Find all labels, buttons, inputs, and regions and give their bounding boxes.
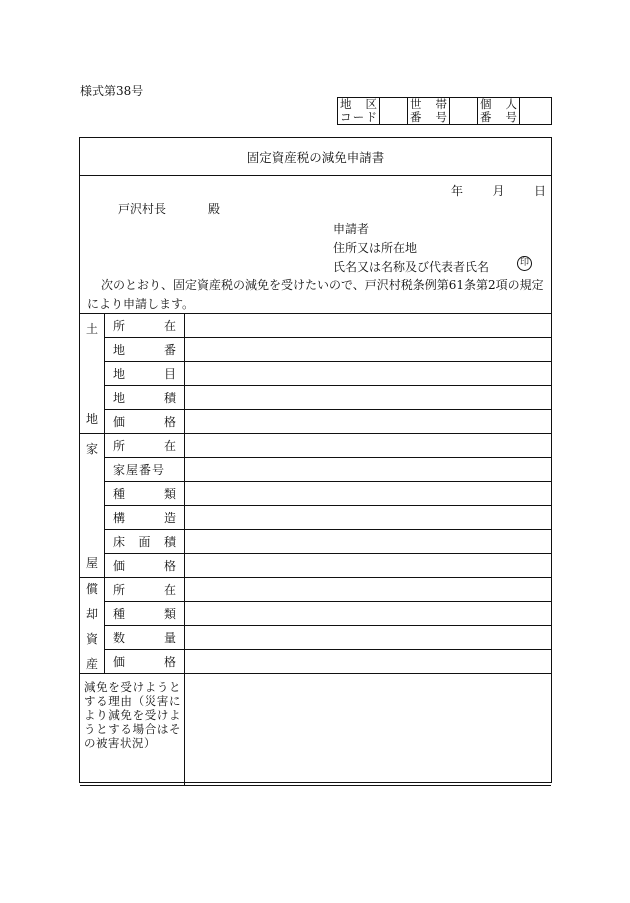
personal-number-field[interactable] bbox=[520, 98, 552, 125]
table-row bbox=[80, 554, 551, 578]
code-table bbox=[337, 97, 552, 125]
asset-location-label: 所 在 bbox=[105, 578, 185, 602]
table-row bbox=[80, 434, 551, 458]
asset-quantity-field[interactable] bbox=[185, 626, 552, 650]
form-title: 固定資産税の減免申請書 bbox=[80, 138, 551, 176]
address-label: 住所又は所在地 bbox=[333, 241, 418, 255]
application-form bbox=[79, 137, 552, 783]
house-type-field[interactable] bbox=[185, 482, 552, 506]
honorific: 殿 bbox=[208, 202, 221, 216]
table-row bbox=[80, 650, 551, 674]
land-price-label: 価 格 bbox=[105, 410, 185, 434]
asset-type-field[interactable] bbox=[185, 602, 552, 626]
asset-price-label: 価 格 bbox=[105, 650, 185, 674]
land-category-field[interactable] bbox=[185, 362, 552, 386]
addressee: 戸沢村長 bbox=[118, 202, 167, 216]
house-floor-area-label: 床 面 積 bbox=[105, 530, 185, 554]
table-row bbox=[80, 674, 551, 786]
date-line[interactable] bbox=[451, 182, 546, 199]
asset-price-field[interactable] bbox=[185, 650, 552, 674]
table-row bbox=[80, 410, 551, 434]
name-label: 氏名又は名称及び代表者氏名 bbox=[333, 260, 490, 274]
land-area-label: 地 積 bbox=[105, 386, 185, 410]
date-year: 年 bbox=[451, 184, 464, 198]
household-number-label: 世 帯 番 号 bbox=[408, 98, 450, 125]
land-lot-number-label: 地 番 bbox=[105, 338, 185, 362]
table-row bbox=[80, 626, 551, 650]
table-row bbox=[80, 482, 551, 506]
land-category-label: 地 目 bbox=[105, 362, 185, 386]
applicant-label: 申請者 bbox=[333, 222, 370, 236]
table-row bbox=[80, 338, 551, 362]
asset-type-label: 種 類 bbox=[105, 602, 185, 626]
district-code-field[interactable] bbox=[380, 98, 408, 125]
house-location-field[interactable] bbox=[185, 434, 552, 458]
house-location-label: 所 在 bbox=[105, 434, 185, 458]
reason-label: 減免を受けようとする理由（災害により減免を受けようとする場合はその被害状況） bbox=[80, 674, 185, 786]
land-category: 土 地 bbox=[80, 314, 105, 434]
table-row bbox=[80, 386, 551, 410]
house-category: 家 屋 bbox=[80, 434, 105, 578]
table-row bbox=[80, 314, 551, 338]
application-statement: 次のとおり、固定資産税の減免を受けたいので、戸沢村税条例第61条第2項の規定により申請します。 bbox=[87, 278, 544, 311]
asset-location-field[interactable] bbox=[185, 578, 552, 602]
table-row bbox=[80, 602, 551, 626]
table-row bbox=[80, 530, 551, 554]
house-number-field[interactable] bbox=[185, 458, 552, 482]
reason-field[interactable] bbox=[185, 674, 552, 786]
date-day: 日 bbox=[533, 184, 546, 198]
form-number: 様式第38号 bbox=[80, 84, 144, 98]
land-price-field[interactable] bbox=[185, 410, 552, 434]
personal-number-label: 個 人 番 号 bbox=[478, 98, 520, 125]
house-number-label: 家屋番号 bbox=[105, 458, 185, 482]
table-row bbox=[80, 458, 551, 482]
table-row bbox=[80, 578, 551, 602]
table-row bbox=[80, 362, 551, 386]
land-location-label: 所 在 bbox=[105, 314, 185, 338]
house-structure-field[interactable] bbox=[185, 506, 552, 530]
land-location-field[interactable] bbox=[185, 314, 552, 338]
house-price-label: 価 格 bbox=[105, 554, 185, 578]
seal-mark: 印 bbox=[517, 256, 532, 271]
house-structure-label: 構 造 bbox=[105, 506, 185, 530]
property-table bbox=[80, 313, 551, 786]
land-lot-number-field[interactable] bbox=[185, 338, 552, 362]
household-number-field[interactable] bbox=[450, 98, 478, 125]
house-price-field[interactable] bbox=[185, 554, 552, 578]
table-row bbox=[80, 506, 551, 530]
land-area-field[interactable] bbox=[185, 386, 552, 410]
house-floor-area-field[interactable] bbox=[185, 530, 552, 554]
asset-quantity-label: 数 量 bbox=[105, 626, 185, 650]
district-code-label: 地 区 コ ー ド bbox=[338, 98, 380, 125]
date-month: 月 bbox=[492, 184, 505, 198]
depreciable-assets-category: 償 却 資 産 bbox=[80, 578, 105, 674]
house-type-label: 種 類 bbox=[105, 482, 185, 506]
